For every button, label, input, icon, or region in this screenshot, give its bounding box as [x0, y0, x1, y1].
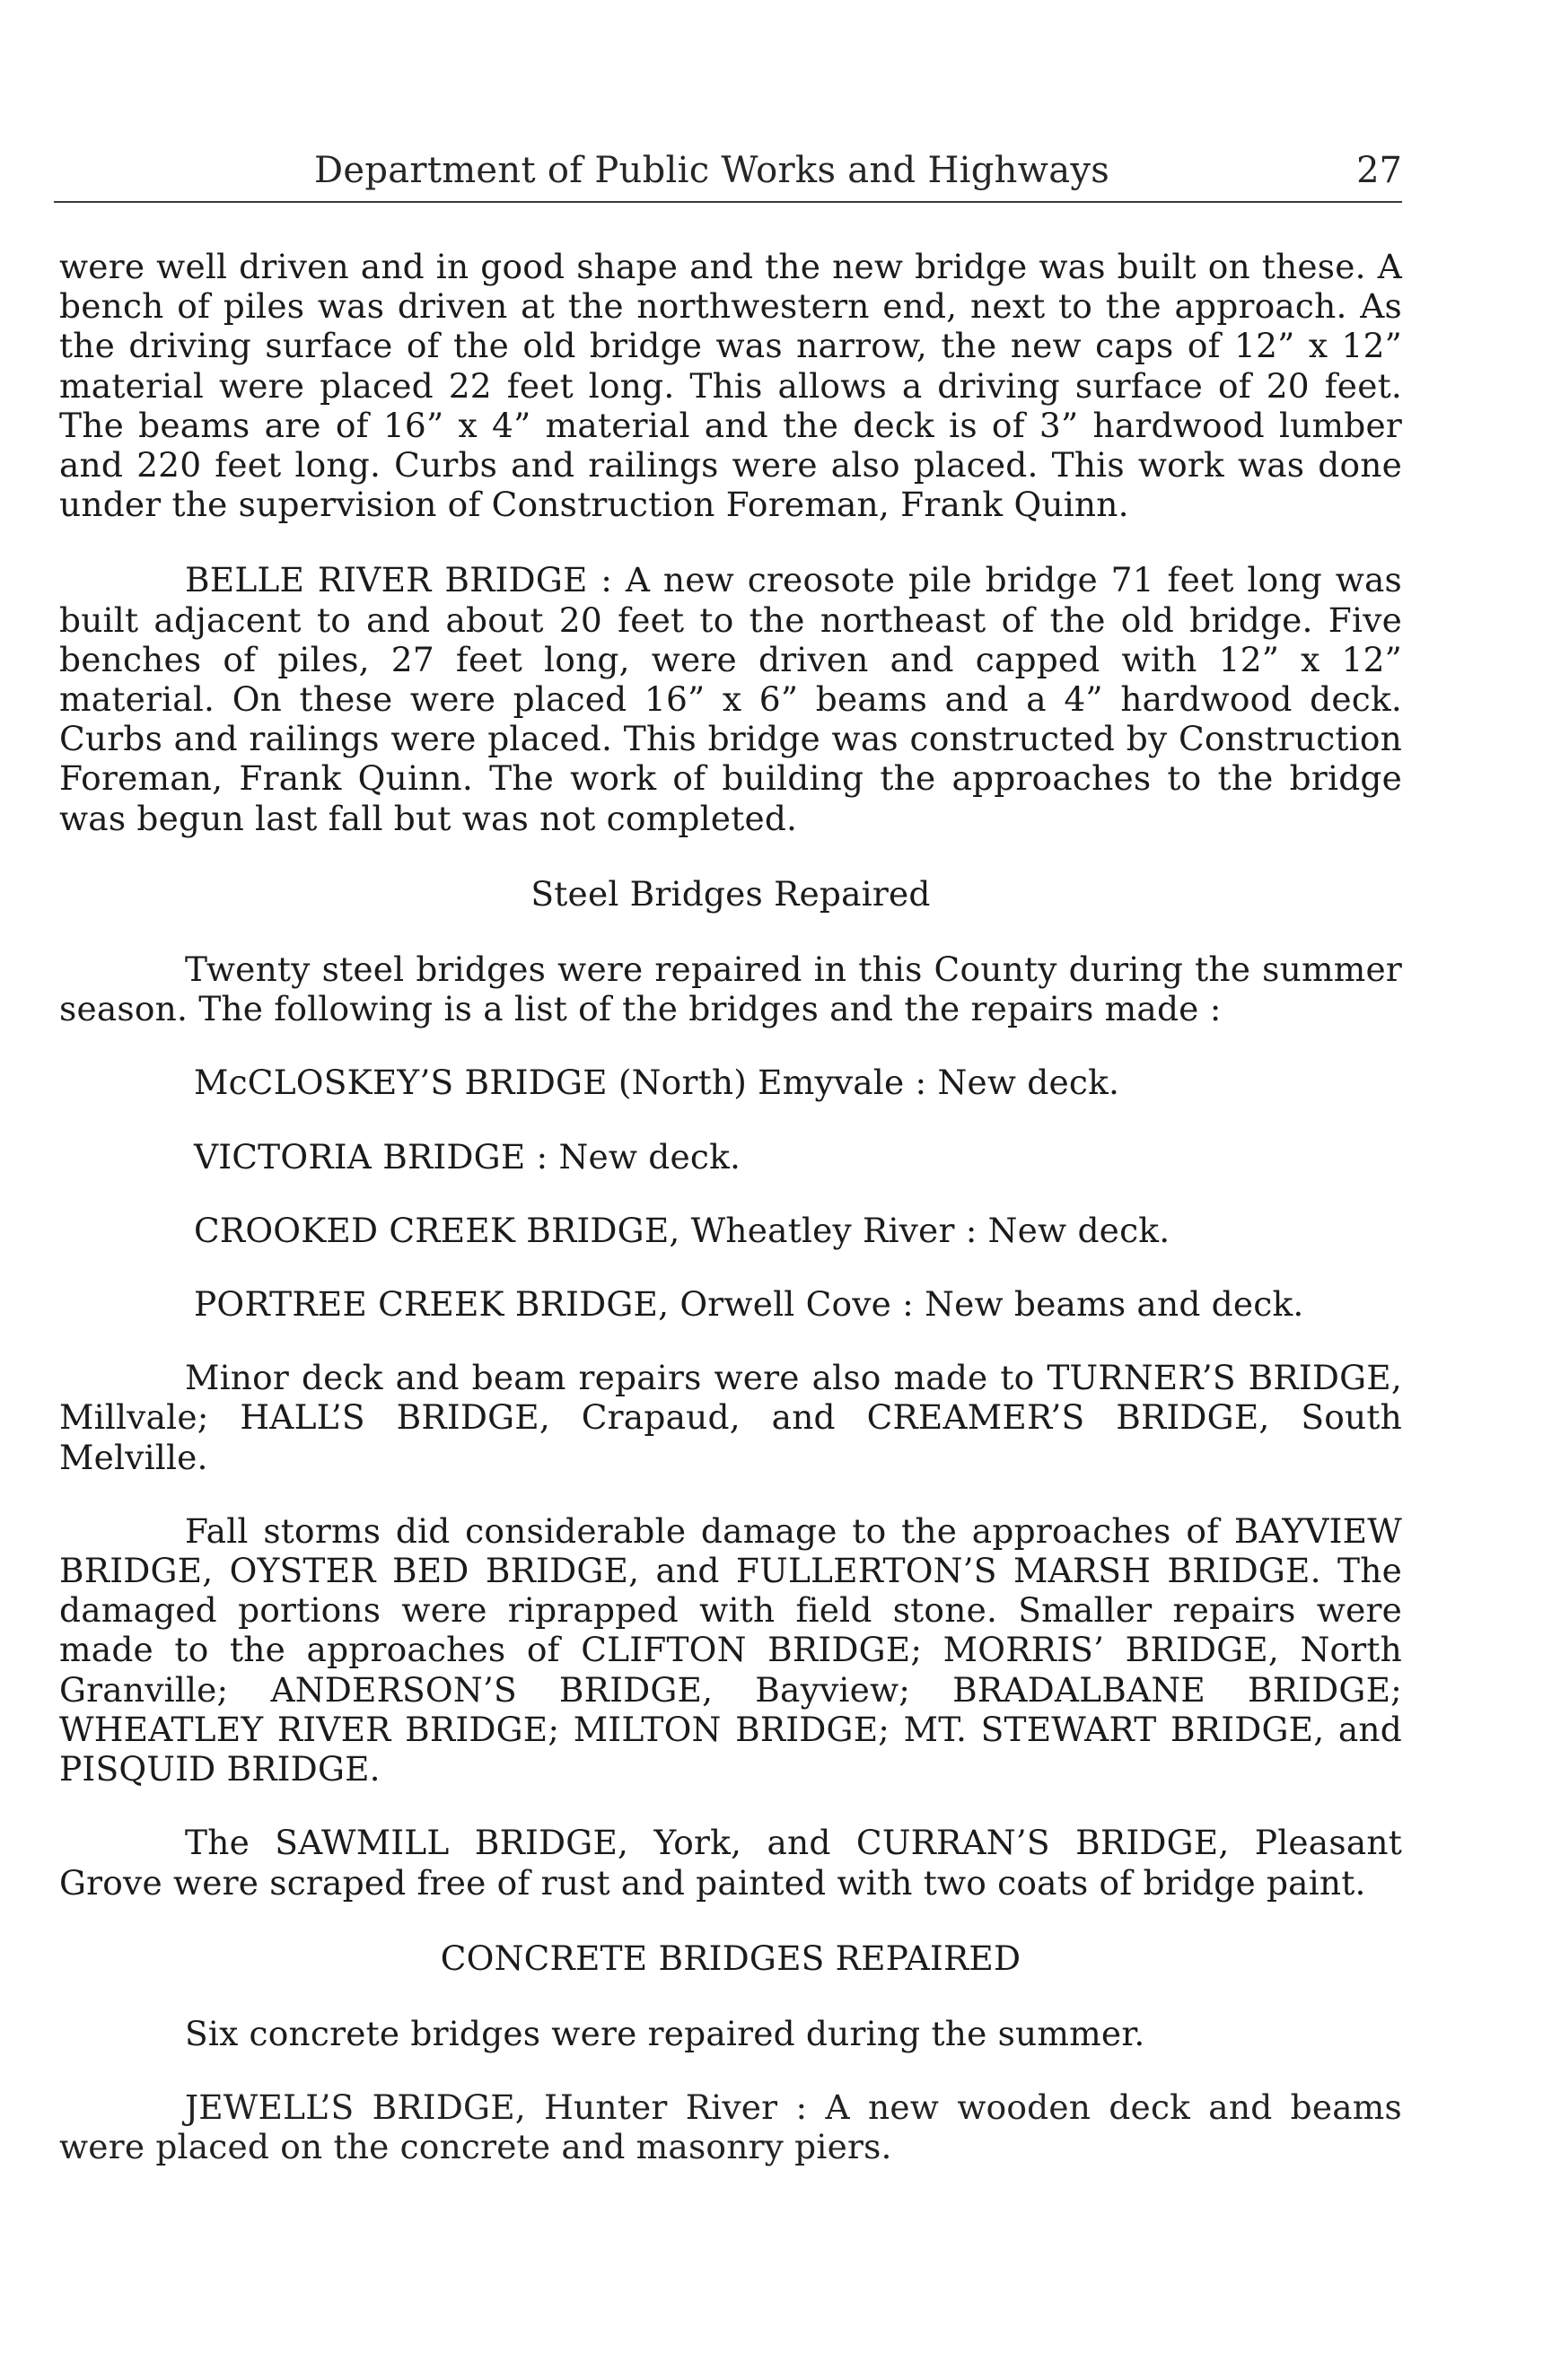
paragraph-concrete-intro: Six concrete bridges were repaired during the summer. — [185, 2013, 1145, 2053]
section-heading-concrete-bridges: CONCRETE BRIDGES REPAIRED — [440, 1938, 1021, 1978]
header-title: Department of Public Works and Highways — [314, 150, 1110, 191]
paragraph-continued: were well driven and in good shape and the new bridge was built on these. A bench of piles was driven at the northwestern end, next to the approach. As the driving surface of the old bridge was narrow, the new caps of 12” x 12” material were placed 22 feet long. This allows a driving surface of 20 feet. The beams are of 16” x 4” material and the deck is of 3” hardwood lumber and 220 feet long. Curbs and railings were also placed. This work was done under the supervision of Construction Foreman, Frank Quinn. — [59, 247, 1402, 525]
paragraph-jewells-bridge: JEWELL’S BRIDGE, Hunter River : A new wooden deck and beams were placed on the concrete and masonry piers. — [59, 2087, 1402, 2167]
bridge-entry-mccloskeys: McCLOSKEY’S BRIDGE (North) Emyvale : New deck. — [194, 1063, 1120, 1103]
bridge-entry-portree-creek: PORTREE CREEK BRIDGE, Orwell Cove : New beams and deck. — [194, 1284, 1304, 1325]
paragraph-painted-bridges: The SAWMILL BRIDGE, York, and CURRAN’S BRIDGE, Pleasant Grove were scraped free of rust and painted with two coats of bridge paint. — [59, 1823, 1402, 1903]
page-number: 27 — [1356, 150, 1402, 191]
section-heading-steel-bridges: Steel Bridges Repaired — [530, 873, 931, 914]
bridge-entry-crooked-creek: CROOKED CREEK BRIDGE, Wheatley River : New deck. — [194, 1210, 1170, 1250]
header-rule — [54, 201, 1402, 203]
paragraph-fall-storms: Fall storms did considerable damage to the approaches of BAYVIEW BRIDGE, OYSTER BED BRIDGE, and FULLERTON’S MARSH BRIDGE. The damaged portions were riprapped with field stone. Smaller repairs were made to the approaches of CLIFTON BRIDGE; MORRIS’ BRIDGE, North Granville; ANDERSON’S BRIDGE, Bayview; BRADALBANE BRIDGE; WHEATLEY RIVER BRIDGE; MILTON BRIDGE; MT. STEWART BRIDGE, and PISQUID BRIDGE. — [59, 1510, 1402, 1789]
running-header — [54, 144, 1402, 197]
paragraph-steel-bridges-intro: Twenty steel bridges were repaired in this County during the summer season. The following is a list of the bridges and the repairs made : — [59, 949, 1402, 1029]
paragraph-belle-river-bridge: BELLE RIVER BRIDGE : A new creosote pile bridge 71 feet long was built adjacent to and about 20 feet to the northeast of the old bridge. Five benches of piles, 27 feet long, were driven and capped with 12” x 12” material. On these were placed 16” x 6” beams and a 4” hardwood deck. Curbs and railings were placed. This bridge was constructed by Construction Foreman, Frank Quinn. The work of building the approaches to the bridge was begun last fall but was not completed. — [59, 560, 1402, 838]
body-text — [59, 247, 1402, 2167]
paragraph-minor-repairs: Minor deck and beam repairs were also made to TURNER’S BRIDGE, Millvale; HALL’S BRIDGE, Crapaud, and CREAMER’S BRIDGE, South Melville. — [59, 1358, 1402, 1477]
bridge-entry-victoria: VICTORIA BRIDGE : New deck. — [194, 1136, 741, 1177]
